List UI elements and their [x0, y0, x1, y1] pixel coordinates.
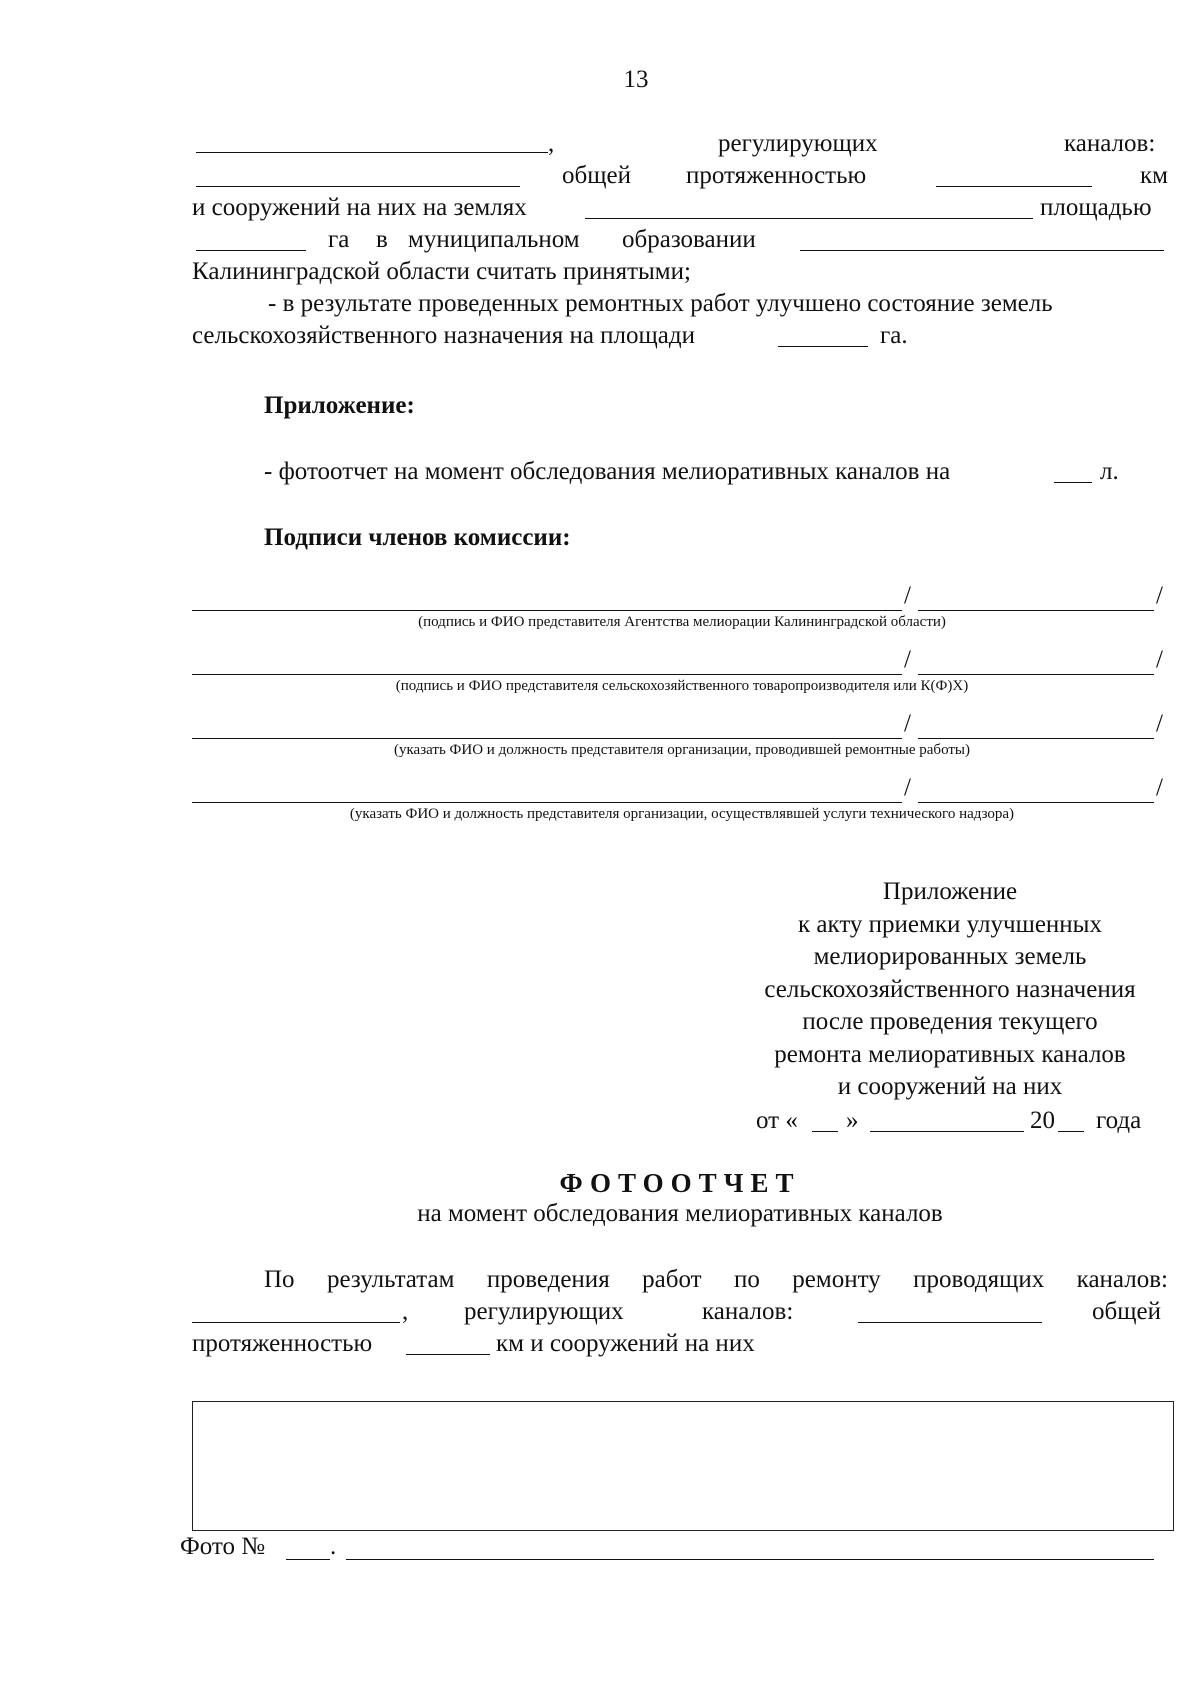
word: работ — [642, 1266, 702, 1293]
text: и сооружений на них на землях — [192, 194, 527, 221]
text: площадью — [1040, 194, 1152, 221]
text: протяженностью — [686, 162, 867, 189]
date-month-field[interactable] — [870, 1131, 1024, 1132]
word: проводящих — [913, 1266, 1045, 1293]
photo-placeholder-box — [192, 1401, 1174, 1531]
annex-line: к акту приемки улучшенных — [798, 910, 1102, 938]
blank-field[interactable] — [778, 346, 868, 347]
photo-paragraph-line — [264, 1264, 1168, 1296]
blank-field[interactable] — [1054, 482, 1092, 483]
slash: / — [1156, 774, 1163, 801]
text: га — [328, 226, 350, 253]
signature-line[interactable] — [192, 738, 902, 739]
annex-line: ремонта мелиоративных каналов — [774, 1040, 1126, 1068]
text: протяженностью — [192, 1330, 373, 1357]
word: ремонту — [792, 1266, 881, 1293]
foto-number-field[interactable] — [286, 1559, 330, 1560]
text: км — [1140, 162, 1168, 189]
date-goda: года — [1096, 1107, 1142, 1134]
foto-label: Фото № — [180, 1533, 266, 1560]
name-line[interactable] — [918, 674, 1154, 675]
slash: / — [1156, 646, 1163, 673]
text: каналов: — [1064, 130, 1156, 157]
date-ot: от « — [756, 1107, 798, 1134]
signature-caption: (указать ФИО и должность представителя организации, осуществлявшей услуги технического надзора) — [349, 806, 1015, 822]
annex-line: после проведения текущего — [802, 1008, 1098, 1035]
word: по — [733, 1266, 760, 1293]
word: результатам — [326, 1266, 455, 1293]
text: общей — [1092, 1298, 1161, 1325]
signatures-heading: Подписи членов комиссии: — [264, 524, 571, 551]
text: регулирующих — [718, 130, 878, 157]
blank-field[interactable] — [196, 250, 306, 251]
slash: / — [904, 710, 911, 737]
text: Калининградской области считать принятыми; — [192, 258, 691, 285]
slash: / — [1156, 582, 1163, 609]
slash: / — [904, 646, 911, 673]
word: проведения — [486, 1266, 610, 1293]
date-year-field[interactable] — [1058, 1131, 1084, 1132]
text: - в результате проведенных ремонтных работ улучшено состояние земель — [268, 290, 1053, 317]
text: сельскохозяйственного назначения на площади — [192, 322, 695, 349]
annex-line: и сооружений на них — [837, 1073, 1063, 1100]
text: в — [376, 226, 388, 253]
word: По — [264, 1266, 295, 1293]
foto-description-field[interactable] — [346, 1559, 1154, 1560]
signature-caption: (подпись и ФИО представителя Агентства мелиорации Калининградской области) — [418, 614, 946, 630]
text: - фотоотчет на момент обследования мелиоративных каналов на — [264, 458, 951, 485]
text: каналов: — [702, 1298, 794, 1325]
name-line[interactable] — [918, 802, 1154, 803]
blank-field[interactable] — [192, 1322, 400, 1323]
blank-field[interactable] — [196, 186, 520, 187]
annex-block — [730, 876, 1170, 1104]
text: муниципальном — [408, 226, 580, 253]
text: образовании — [622, 226, 756, 253]
name-line[interactable] — [918, 738, 1154, 739]
slash: / — [904, 582, 911, 609]
date-day-field[interactable] — [812, 1131, 838, 1132]
slash: / — [904, 774, 911, 801]
text: л. — [1100, 458, 1119, 485]
annex-line: сельскохозяйственного назначения — [764, 975, 1136, 1003]
blank-field[interactable] — [858, 1322, 1042, 1323]
blank-field[interactable] — [406, 1354, 490, 1355]
signature-line[interactable] — [192, 674, 902, 675]
text: км и сооружений на них — [496, 1330, 755, 1357]
annex-line: Приложение — [882, 878, 1018, 905]
text: . — [330, 1533, 337, 1560]
text: , — [548, 130, 555, 157]
appendix-heading: Приложение: — [264, 392, 415, 419]
text: га. — [880, 322, 908, 349]
date-year-prefix: 20 — [1030, 1107, 1055, 1134]
text: , — [402, 1298, 409, 1325]
word: каналов: — [1076, 1266, 1168, 1293]
page-number: 13 — [623, 66, 649, 93]
annex-line: мелиорированных земель — [813, 943, 1087, 970]
blank-field[interactable] — [196, 152, 548, 153]
date-close-quote: » — [846, 1107, 859, 1134]
text: регулирующих — [464, 1298, 624, 1325]
slash: / — [1156, 710, 1163, 737]
signature-line[interactable] — [192, 610, 902, 611]
blank-field[interactable] — [585, 218, 1033, 219]
signature-caption: (подпись и ФИО представителя сельскохозяйственного товаропроизводителя или К(Ф)Х) — [395, 678, 969, 694]
photo-report-title: ФОТООТЧЕТ — [559, 1168, 801, 1198]
text: общей — [562, 162, 631, 189]
photo-report-subtitle: на момент обследования мелиоративных каналов — [417, 1200, 943, 1227]
name-line[interactable] — [918, 610, 1154, 611]
signature-line[interactable] — [192, 802, 902, 803]
blank-field[interactable] — [800, 250, 1164, 251]
blank-field[interactable] — [936, 186, 1092, 187]
signature-caption: (указать ФИО и должность представителя организации, проводившей ремонтные работы) — [393, 742, 970, 758]
